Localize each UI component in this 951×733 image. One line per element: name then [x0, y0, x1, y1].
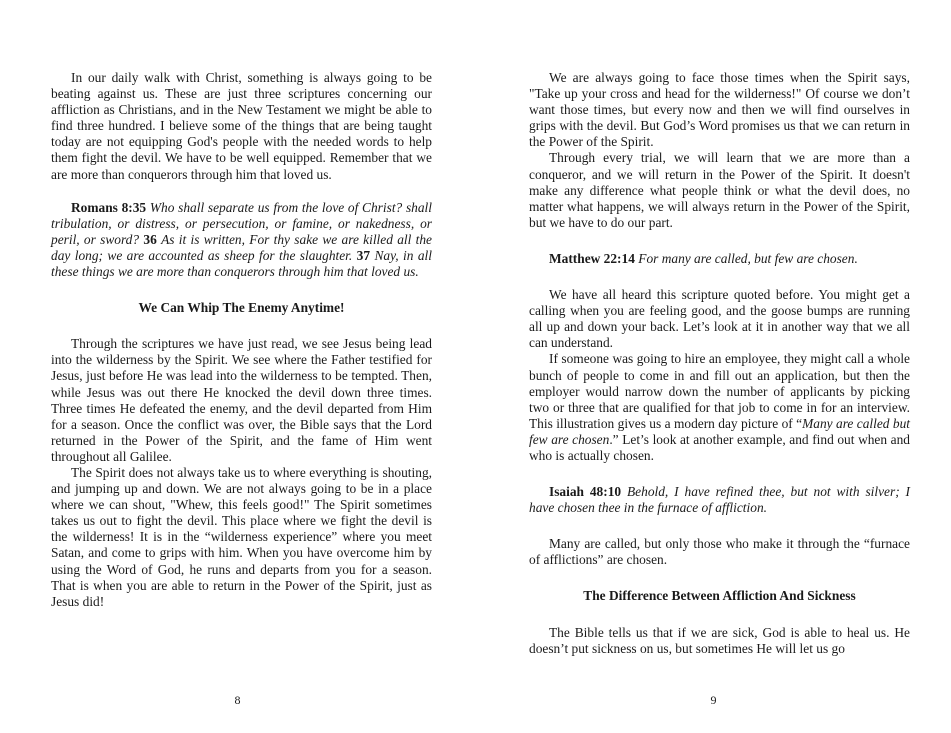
- left-page: [0, 0, 475, 733]
- paragraph: Through every trial, we will learn that we are more than a conqueror, and we will return in the Power of the Spirit. It doesn't make any difference what people think or what the devil does, no matter what happens, we will always return in the Power of the Spirit, but we have to do our part.: [529, 150, 910, 230]
- paragraph: In our daily walk with Christ, something is always going to be beating against us. These are just three scriptures concerning our affliction as Christians, and in the New Testament we might be able to find three hundred. I believe some of the things that are being taught today are not equipping God's people with the needed words to help them fight the devil. We have to be well equipped. Remember that we are more than conquerors through him that loved us.: [51, 70, 432, 182]
- scripture-quote: [51, 200, 432, 280]
- verse-number: 36: [143, 231, 157, 247]
- page-number: 9: [710, 693, 717, 707]
- paragraph: [529, 351, 910, 464]
- paragraph: The Bible tells us that if we are sick, God is able to heal us. He doesn’t put sickness on us, but sometimes He will let us go: [529, 624, 910, 656]
- right-page-text: [529, 70, 910, 657]
- verse-text: As it is written, For thy sake we are killed all the day long; we are accounted as sheep for the slaughter.: [51, 231, 432, 263]
- paragraph: We have all heard this scripture quoted before. You might get a calling when you are feeling good, and the goose bumps are running all up and down your back. Let’s look at it in another way that we all can understand.: [529, 287, 910, 351]
- verse-text: Nay, in all these things we are more than conquerors through him that loved us.: [51, 247, 432, 280]
- left-page-text: [51, 70, 432, 610]
- section-heading: We Can Whip The Enemy Anytime!: [138, 300, 345, 316]
- paragraph-text: If someone was going to hire an employee, they might call a whole bunch of people to come in and fill out an application, but then the employer would narrow down the number of applicants by picking two or three that are qualified for that job to come in for an interview. This illustration gives us a modern day picture of “: [529, 351, 910, 431]
- scripture-quote: [529, 484, 910, 516]
- paragraph: The Spirit does not always take us to where everything is shouting, and jumping up and down. We are not always going to be in a place where we can shout, "Whew, this feels good!" The Spirit sometimes takes us out to fight the devil. This place where we fight the devil is the wilderness! It is in the “wilderness experience” where you meet Satan, and come to grips with him. When you have overcome him by using the Word of God, he runs and departs from you for a season. That is when you are able to return in the Power of the Spirit, just as Jesus did!: [51, 464, 432, 609]
- verse-reference: Matthew 22:14: [549, 250, 635, 266]
- verse-reference: Romans 8:35: [71, 199, 147, 215]
- paragraph-text: .” Let’s look at another example, and find out when and who is actually chosen.: [529, 431, 910, 463]
- paragraph: We are always going to face those times when the Spirit says, "Take up your cross and head for the wilderness!" Of course we don’t want those times, but every now and then we will find ourselves in grips with the devil. But God’s Word promises us that we can return in the Power of the Spirit.: [529, 70, 910, 150]
- paragraph: Many are called, but only those who make it through the “furnace of afflictions” are chosen.: [529, 536, 910, 568]
- quoted-phrase: Many are called but few are chosen: [529, 415, 910, 447]
- section-heading: The Difference Between Affliction And Sickness: [583, 588, 856, 604]
- verse-text: Behold, I have refined thee, but not with silver; I have chosen thee in the furnace of affliction.: [529, 484, 910, 516]
- paragraph: Through the scriptures we have just read, we see Jesus being lead into the wilderness by the Spirit. We see where the Father testified for Jesus, just before He was lead into the wilderness to be tempted. Then, while Jesus was out there He knocked the devil down three times. Three times He defeated the enemy, and the devil departed from Him for a season. Once the conflict was over, the Bible says that the Lord returned in the Power of the Spirit, and the fame of Him went throughout all Galilee.: [51, 336, 432, 464]
- verse-reference: Isaiah 48:10: [549, 484, 622, 500]
- page-number: 8: [234, 693, 241, 707]
- verse-number: 37: [356, 247, 371, 263]
- right-page: [476, 0, 951, 733]
- verse-text: Who shall separate us from the love of Christ? shall tribulation, or distress, or persecution, or famine, or nakedness, or peril, or sword?: [51, 199, 432, 247]
- scripture-quote: [529, 251, 910, 267]
- verse-text: For many are called, but few are chosen.: [638, 250, 858, 266]
